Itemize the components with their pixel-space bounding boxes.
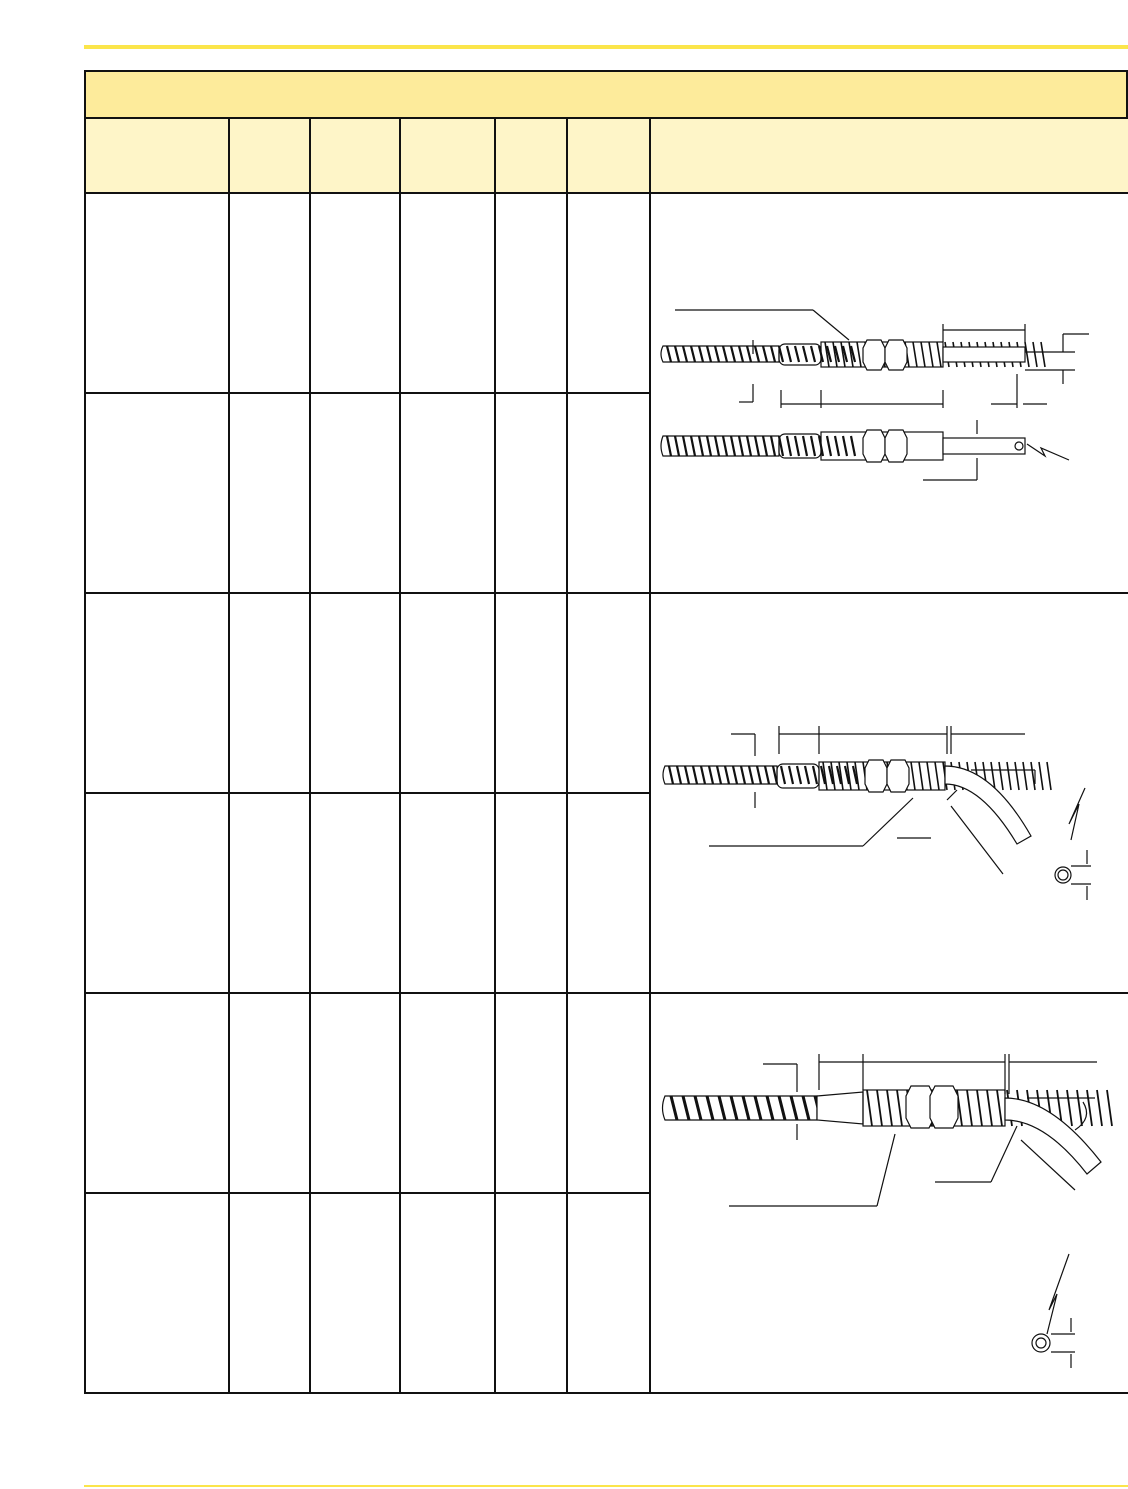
header-cell bbox=[310, 118, 400, 193]
table-cell bbox=[310, 593, 400, 793]
diagram-cell-straight-probe bbox=[650, 193, 1128, 593]
table-cell bbox=[229, 193, 310, 393]
header-cell bbox=[495, 118, 567, 193]
table-cell bbox=[400, 793, 495, 993]
straight-probe-second-view bbox=[661, 420, 1069, 480]
table-cell bbox=[400, 193, 495, 393]
bent-probe-tip bbox=[945, 766, 1031, 844]
top-accent-rule bbox=[84, 45, 1128, 49]
bent-probe-large-tip-end-view bbox=[1032, 1254, 1075, 1368]
hex-nut bbox=[863, 340, 885, 370]
table-cell bbox=[567, 1193, 650, 1393]
hex-nut bbox=[885, 340, 907, 370]
diagram-cell-bent-probe bbox=[650, 593, 1128, 993]
table-row bbox=[85, 993, 1128, 1193]
table-cell bbox=[85, 993, 229, 1193]
table-cell bbox=[229, 393, 310, 593]
header-cell bbox=[650, 118, 1128, 193]
straight-probe-diagram bbox=[651, 194, 1126, 592]
table-cell bbox=[229, 793, 310, 993]
table-cell bbox=[495, 793, 567, 993]
header-row bbox=[85, 118, 1128, 193]
straight-probe-side-view bbox=[661, 310, 1089, 408]
table-cell bbox=[495, 393, 567, 593]
table-cell bbox=[567, 793, 650, 993]
probe-tip bbox=[943, 347, 1025, 362]
diagram-cell-bent-probe-large bbox=[650, 993, 1128, 1393]
table-cell bbox=[310, 393, 400, 593]
table-cell bbox=[400, 993, 495, 1193]
table-cell bbox=[495, 993, 567, 1193]
header-cell bbox=[229, 118, 310, 193]
table-title-bar bbox=[84, 70, 1128, 119]
table-cell bbox=[229, 1193, 310, 1393]
table-cell bbox=[310, 193, 400, 393]
bent-probe-large-side-view bbox=[663, 1054, 1113, 1206]
table-cell bbox=[229, 993, 310, 1193]
table-cell bbox=[567, 993, 650, 1193]
table-cell bbox=[567, 393, 650, 593]
table-cell bbox=[495, 593, 567, 793]
table-row bbox=[85, 193, 1128, 393]
header-cell bbox=[567, 118, 650, 193]
table-cell bbox=[85, 793, 229, 993]
table-cell bbox=[310, 793, 400, 993]
header-cell bbox=[400, 118, 495, 193]
table-cell bbox=[567, 593, 650, 793]
bent-probe-side-view bbox=[663, 726, 1051, 874]
table-cell bbox=[400, 593, 495, 793]
table-cell bbox=[229, 593, 310, 793]
table-cell bbox=[85, 593, 229, 793]
table-cell bbox=[400, 393, 495, 593]
table-row bbox=[85, 593, 1128, 793]
spec-table bbox=[84, 117, 1128, 1394]
table-cell bbox=[310, 993, 400, 1193]
table-cell bbox=[85, 393, 229, 593]
table-cell bbox=[567, 193, 650, 393]
bottom-accent-rule bbox=[84, 1485, 1128, 1487]
table-cell bbox=[400, 1193, 495, 1393]
bent-probe-diagram bbox=[651, 594, 1126, 992]
table-cell bbox=[85, 1193, 229, 1393]
table-cell bbox=[85, 193, 229, 393]
bent-probe-large-diagram bbox=[651, 994, 1126, 1392]
header-cell bbox=[85, 118, 229, 193]
bent-probe-tip-end-view bbox=[1055, 788, 1091, 900]
table-cell bbox=[495, 193, 567, 393]
table-cell bbox=[310, 1193, 400, 1393]
table-cell bbox=[495, 1193, 567, 1393]
